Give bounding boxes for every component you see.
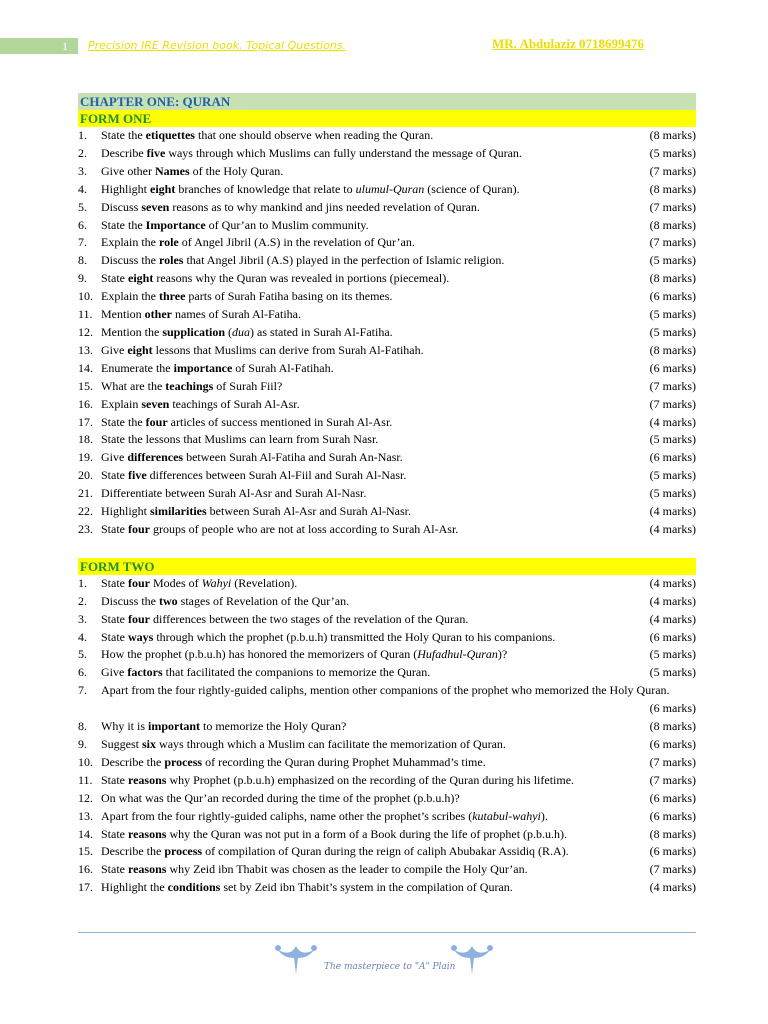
- question-item: [78, 521, 696, 539]
- question-marks: (6 marks): [649, 808, 696, 823]
- keyword-emphasis: three: [158, 289, 186, 304]
- question-number: 19.: [78, 450, 93, 465]
- form-two-heading: FORM TWO: [78, 558, 696, 575]
- question-item: [78, 431, 696, 449]
- question-number: 17.: [78, 414, 93, 429]
- keyword-emphasis: five: [128, 468, 147, 483]
- question-item: [78, 467, 696, 485]
- question-marks: (4 marks): [649, 880, 696, 895]
- question-number: 1.: [78, 575, 87, 590]
- page-header: [0, 38, 768, 54]
- question-item: [78, 288, 696, 306]
- question-number: 2.: [78, 593, 87, 608]
- question-item: [78, 485, 696, 503]
- question-number: 17.: [78, 880, 93, 895]
- question-text-run: Discuss: [101, 199, 142, 214]
- question-text-run: State: [101, 271, 128, 286]
- question-number: 4.: [78, 181, 87, 196]
- question-text-run: parts of Surah Fatiha basing on its themes.: [185, 289, 393, 304]
- question-number: 1.: [78, 128, 87, 142]
- question-text-run: )?: [497, 647, 508, 662]
- question-text-run: through which the prophet (p.b.u.h) transmitted the Holy Quran to his companions.: [153, 629, 556, 644]
- question-item: [78, 664, 696, 682]
- question-text-run: State: [101, 629, 128, 644]
- question-item: [78, 629, 696, 647]
- question-text: [78, 826, 696, 844]
- question-text: [78, 127, 696, 145]
- question-number: 4.: [78, 629, 87, 644]
- question-item: [78, 127, 696, 145]
- keyword-emphasis: reasons: [128, 826, 167, 841]
- question-number: 22.: [78, 504, 93, 519]
- question-text-run: On what was the Qur’an recorded during the time of the prophet (p.b.u.h)?: [101, 790, 460, 805]
- question-item: [78, 593, 696, 611]
- question-text-run: State: [101, 826, 128, 841]
- question-item: [78, 199, 696, 217]
- question-text-run: ways through which Muslims can fully understand the message of Quran.: [165, 145, 522, 160]
- question-item: [78, 378, 696, 396]
- question-marks: (4 marks): [649, 504, 696, 519]
- question-number: 3.: [78, 611, 87, 626]
- question-text-run: reasons as to why mankind and jins needed revelation of Quran.: [169, 199, 480, 214]
- question-number: 21.: [78, 486, 93, 501]
- question-text-run: Highlight the: [101, 880, 168, 895]
- question-marks: (6 marks): [649, 736, 696, 751]
- question-marks: (6 marks): [649, 701, 696, 716]
- question-text-run: ways through which a Muslim can facilitate the memorization of Quran.: [156, 736, 506, 751]
- keyword-emphasis: two: [159, 593, 178, 608]
- question-marks: (7 marks): [649, 199, 696, 214]
- header-author: MR. Abdulaziz 0718699476: [492, 36, 645, 51]
- keyword-emphasis: eight: [127, 342, 153, 357]
- question-marks: (5 marks): [649, 253, 696, 268]
- question-text-run: names of Surah Al-Fatiha.: [172, 307, 301, 322]
- question-text-run: Explain: [101, 396, 142, 411]
- question-item: [78, 736, 696, 754]
- keyword-emphasis: four: [128, 521, 150, 536]
- question-marks: (6 marks): [649, 360, 696, 375]
- question-text: [78, 754, 696, 772]
- question-text: [78, 306, 696, 324]
- question-number: 11.: [78, 772, 93, 787]
- question-item: [78, 145, 696, 163]
- form-two-question-list: [78, 575, 696, 897]
- question-text-run: Highlight: [101, 181, 151, 196]
- question-text: [78, 861, 696, 879]
- question-item: [78, 682, 696, 718]
- question-marks: (6 marks): [649, 790, 696, 805]
- keyword-emphasis: supplication: [162, 324, 226, 339]
- question-number: 6.: [78, 665, 87, 680]
- question-number: 14.: [78, 826, 93, 841]
- form-one-question-list: [78, 127, 696, 539]
- question-text-run: Describe the: [101, 844, 165, 859]
- question-text-run: of Angel Jibril (A.S) in the revelation of Qur’an.: [178, 235, 415, 250]
- question-text-run: of Surah Al-Fatihah.: [232, 360, 334, 375]
- question-number: 18.: [78, 432, 93, 447]
- question-marks: (8 marks): [649, 181, 696, 196]
- question-text: [78, 288, 696, 306]
- footer-tagline: The masterpiece to "A" Plain: [324, 962, 456, 972]
- question-text: [78, 181, 696, 199]
- question-text-run: Discuss the: [101, 593, 159, 608]
- question-number: 6.: [78, 217, 87, 232]
- question-text: [78, 396, 696, 414]
- question-text-run: Mention: [101, 307, 145, 322]
- question-text-run: of recording the Quran during Prophet Muhammad’s time.: [202, 754, 486, 769]
- fleur-ornament-icon: [272, 940, 320, 976]
- question-marks: (8 marks): [649, 826, 696, 841]
- question-number: 7.: [78, 683, 87, 698]
- question-text: [78, 360, 696, 378]
- question-item: [78, 772, 696, 790]
- question-text-run: What are the: [101, 378, 166, 393]
- question-text-run: Give other: [101, 163, 155, 178]
- question-number: 11.: [78, 307, 93, 322]
- question-text-run: Describe: [101, 145, 147, 160]
- keyword-emphasis: other: [144, 307, 172, 322]
- question-text-run: of Qur’an to Muslim community.: [205, 217, 369, 232]
- question-text-run: to memorize the Holy Quran?: [200, 719, 347, 734]
- question-text: [78, 485, 696, 503]
- question-text: [78, 252, 696, 270]
- question-marks: (5 marks): [649, 468, 696, 483]
- question-number: 15.: [78, 844, 93, 859]
- question-text: [78, 414, 696, 432]
- question-number: 7.: [78, 235, 87, 250]
- page-number: 1: [62, 39, 68, 53]
- question-text-run: ) as stated in Surah Al-Fatiha.: [250, 324, 393, 339]
- question-marks: (8 marks): [649, 719, 696, 734]
- question-number: 13.: [78, 808, 93, 823]
- question-marks: (7 marks): [649, 862, 696, 877]
- question-text-run: between Surah Al-Asr and Surah Al-Nasr.: [206, 504, 411, 519]
- keyword-emphasis: etiquettes: [145, 128, 195, 142]
- question-text: [78, 217, 696, 235]
- question-number: 16.: [78, 862, 93, 877]
- question-item: [78, 342, 696, 360]
- question-item: [78, 252, 696, 270]
- question-text-run: reasons why the Quran was revealed in portions (piecemeal).: [153, 271, 450, 286]
- question-marks: (7 marks): [649, 772, 696, 787]
- question-text: [78, 521, 696, 539]
- question-text-run: Highlight: [101, 504, 151, 519]
- question-text: [78, 467, 696, 485]
- keyword-emphasis: reasons: [128, 862, 167, 877]
- question-item: [78, 449, 696, 467]
- question-text-run: Give: [101, 665, 128, 680]
- question-text-run: why Zeid ibn Thabit was chosen as the leader to compile the Holy Qur’an.: [166, 862, 528, 877]
- question-text: [78, 718, 696, 736]
- question-item: [78, 843, 696, 861]
- question-text-run: State: [101, 521, 128, 536]
- keyword-emphasis: ways: [128, 629, 154, 644]
- question-text-run: Suggest: [101, 736, 143, 751]
- question-text-run: that facilitated the companions to memorize the Quran.: [162, 665, 431, 680]
- question-item: [78, 718, 696, 736]
- question-text: [78, 682, 696, 700]
- question-text: [78, 270, 696, 288]
- question-text-run: lessons that Muslims can derive from Surah Al-Fatihah.: [152, 342, 424, 357]
- question-text-run: stages of Revelation of the Qur’an.: [177, 593, 350, 608]
- question-text-run: why Prophet (p.b.u.h) emphasized on the recording of the Quran during his lifetime.: [166, 772, 575, 787]
- keyword-emphasis: conditions: [167, 880, 221, 895]
- question-marks: (7 marks): [649, 163, 696, 178]
- question-number: 5.: [78, 199, 87, 214]
- keyword-emphasis: Importance: [145, 217, 206, 232]
- question-text: [78, 664, 696, 682]
- question-text-run: Explain the: [101, 289, 159, 304]
- question-item: [78, 360, 696, 378]
- question-item: [78, 879, 696, 897]
- question-text: [78, 199, 696, 217]
- question-text-run: State the: [101, 217, 146, 232]
- question-number: 12.: [78, 324, 93, 339]
- keyword-emphasis: factors: [127, 665, 163, 680]
- question-text: [78, 503, 696, 521]
- keyword-emphasis: four: [128, 611, 150, 626]
- term-italic: kutabul-wahyi: [472, 808, 541, 823]
- question-number: 8.: [78, 719, 87, 734]
- question-text: [78, 378, 696, 396]
- question-item: [78, 861, 696, 879]
- question-number: 9.: [78, 271, 87, 286]
- question-text-run: why the Quran was not put in a form of a Book during the life of prophet (p.b.u.h).: [166, 826, 568, 841]
- term-italic: Hufadhul-Quran: [417, 647, 498, 662]
- question-item: [78, 790, 696, 808]
- question-item: [78, 754, 696, 772]
- question-marks: (4 marks): [649, 521, 696, 536]
- question-text-run: differences between the two stages of the revelation of the Quran.: [150, 611, 469, 626]
- form-one-heading: FORM ONE: [78, 110, 696, 127]
- keyword-emphasis: role: [158, 235, 179, 250]
- question-text-run: articles of success mentioned in Surah Al-Asr.: [167, 414, 393, 429]
- question-marks: (5 marks): [649, 145, 696, 160]
- question-marks: (4 marks): [649, 611, 696, 626]
- keyword-emphasis: four: [145, 414, 168, 429]
- question-number: 12.: [78, 790, 93, 805]
- question-text-run: State the lessons that Muslims can learn from Surah Nasr.: [101, 432, 379, 447]
- question-text-run: Discuss the: [101, 253, 159, 268]
- question-number: 5.: [78, 647, 87, 662]
- question-text: [78, 879, 696, 897]
- question-text-run: Mention the: [101, 324, 163, 339]
- question-item: [78, 163, 696, 181]
- keyword-emphasis: eight: [150, 181, 176, 196]
- question-text-run: Explain the: [101, 235, 159, 250]
- question-text: [78, 163, 696, 181]
- question-number: 3.: [78, 163, 87, 178]
- question-item: [78, 503, 696, 521]
- question-marks: (8 marks): [649, 128, 696, 142]
- question-text-run: (Revelation).: [231, 575, 298, 590]
- question-text-run: ).: [540, 808, 548, 823]
- keyword-emphasis: teachings: [165, 378, 214, 393]
- question-text-run: (: [225, 324, 233, 339]
- question-number: 16.: [78, 396, 93, 411]
- question-text-run: of compilation of Quran during the reign of caliph Abubakar Assidiq (R.A).: [202, 844, 569, 859]
- question-marks: (4 marks): [649, 575, 696, 590]
- keyword-emphasis: seven: [141, 396, 170, 411]
- question-number: 13.: [78, 342, 93, 357]
- question-marks: (6 marks): [649, 844, 696, 859]
- question-text-run: Differentiate between Surah Al-Asr and Surah Al-Nasr.: [101, 486, 367, 501]
- keyword-emphasis: differences: [127, 450, 184, 465]
- question-text: [78, 234, 696, 252]
- keyword-emphasis: four: [128, 575, 150, 590]
- question-text: [78, 449, 696, 467]
- question-marks: (6 marks): [649, 289, 696, 304]
- question-marks: (5 marks): [649, 486, 696, 501]
- question-text-run: between Surah Al-Fatiha and Surah An-Nasr.: [183, 450, 403, 465]
- question-text-run: branches of knowledge that relate to: [175, 181, 356, 196]
- question-marks: (4 marks): [649, 414, 696, 429]
- keyword-emphasis: six: [142, 736, 157, 751]
- question-text-run: How the prophet (p.b.u.h) has honored the memorizers of Quran (: [101, 647, 418, 662]
- question-text-run: State: [101, 575, 128, 590]
- question-text-run: State: [101, 611, 128, 626]
- term-italic: Wahyi: [201, 575, 232, 590]
- question-marks: (6 marks): [649, 450, 696, 465]
- question-marks: (8 marks): [649, 271, 696, 286]
- question-marks: (5 marks): [649, 432, 696, 447]
- question-marks: (7 marks): [649, 235, 696, 250]
- question-marks: (7 marks): [649, 378, 696, 393]
- question-text: [78, 611, 696, 629]
- term-italic: ulumul-Quran: [355, 181, 425, 196]
- question-item: [78, 808, 696, 826]
- keyword-emphasis: roles: [159, 253, 184, 268]
- question-text-run: Modes of: [150, 575, 202, 590]
- question-text-run: Apart from the four rightly-guided caliphs, name other the prophet’s scribes (: [101, 808, 473, 823]
- document-body: [78, 93, 696, 897]
- question-marks: (5 marks): [649, 647, 696, 662]
- keyword-emphasis: important: [148, 719, 200, 734]
- question-text-run: that one should observe when reading the Quran.: [194, 128, 434, 142]
- question-text-run: of the Holy Quran.: [189, 163, 284, 178]
- question-text: [78, 772, 696, 790]
- keyword-emphasis: seven: [141, 199, 170, 214]
- question-text: [78, 790, 696, 808]
- question-item: [78, 575, 696, 593]
- question-item: [78, 611, 696, 629]
- keyword-emphasis: Names: [154, 163, 190, 178]
- question-item: [78, 270, 696, 288]
- footer-divider: [78, 932, 696, 933]
- question-number: 14.: [78, 360, 93, 375]
- question-number: 2.: [78, 145, 87, 160]
- question-text-run: that Angel Jibril (A.S) played in the perfection of Islamic religion.: [183, 253, 505, 268]
- question-text-run: State the: [101, 414, 146, 429]
- question-text-run: Give: [101, 450, 128, 465]
- question-text-run: teachings of Surah Al-Asr.: [169, 396, 300, 411]
- question-item: [78, 826, 696, 844]
- question-item: [78, 396, 696, 414]
- question-text-run: differences between Surah Al-Fiil and Surah Al-Nasr.: [146, 468, 407, 483]
- question-number: 8.: [78, 253, 87, 268]
- header-title: Precision IRE Revision book. Topical Questions.: [88, 39, 347, 52]
- question-text: [78, 145, 696, 163]
- keyword-emphasis: process: [164, 844, 203, 859]
- question-item: [78, 646, 696, 664]
- question-text-run: groups of people who are not at loss according to Surah Al-Asr.: [150, 521, 459, 536]
- question-text-run: (science of Quran).: [424, 181, 520, 196]
- question-marks: (6 marks): [649, 629, 696, 644]
- question-text-run: State: [101, 468, 128, 483]
- question-marks: (4 marks): [649, 593, 696, 608]
- question-text: [78, 324, 696, 342]
- chapter-title: CHAPTER ONE: QURAN: [78, 93, 696, 110]
- question-text: [78, 342, 696, 360]
- question-text-run: State the: [101, 128, 146, 142]
- question-text-run: Give: [101, 342, 128, 357]
- question-text-run: Apart from the four rightly-guided caliphs, mention other companions of the prophet who memorized the Holy Quran.: [101, 683, 670, 698]
- section-gap: [78, 539, 696, 558]
- question-number: 23.: [78, 521, 93, 536]
- question-item: [78, 181, 696, 199]
- question-text: [78, 736, 696, 754]
- question-marks: (8 marks): [649, 342, 696, 357]
- question-marks: (8 marks): [649, 217, 696, 232]
- question-item: [78, 217, 696, 235]
- question-marks: (5 marks): [649, 665, 696, 680]
- question-marks: (7 marks): [649, 754, 696, 769]
- question-item: [78, 414, 696, 432]
- keyword-emphasis: process: [164, 754, 203, 769]
- question-marks: (5 marks): [649, 324, 696, 339]
- question-text: [78, 843, 696, 861]
- question-text: [78, 593, 696, 611]
- question-item: [78, 234, 696, 252]
- question-item: [78, 324, 696, 342]
- keyword-emphasis: similarities: [150, 504, 207, 519]
- question-text-run: Why it is: [101, 719, 148, 734]
- question-text-run: Describe the: [101, 754, 165, 769]
- question-number: 20.: [78, 468, 93, 483]
- keyword-emphasis: five: [146, 145, 166, 160]
- keyword-emphasis: reasons: [128, 772, 167, 787]
- term-italic: dua: [232, 324, 251, 339]
- question-text-run: State: [101, 772, 128, 787]
- question-marks: (7 marks): [649, 396, 696, 411]
- question-number: 10.: [78, 289, 93, 304]
- keyword-emphasis: eight: [128, 271, 154, 286]
- question-text: [78, 575, 696, 593]
- question-text-run: of Surah Fiil?: [213, 378, 283, 393]
- question-text: [78, 629, 696, 647]
- question-text-run: set by Zeid ibn Thabit’s system in the compilation of Quran.: [220, 880, 513, 895]
- question-item: [78, 306, 696, 324]
- question-marks: (5 marks): [649, 307, 696, 322]
- question-number: 10.: [78, 754, 93, 769]
- question-number: 15.: [78, 378, 93, 393]
- question-text: [78, 646, 696, 664]
- question-text: [78, 431, 696, 449]
- question-number: 9.: [78, 736, 87, 751]
- keyword-emphasis: importance: [173, 360, 233, 375]
- question-text-run: State: [101, 862, 128, 877]
- question-text-run: Enumerate the: [101, 360, 174, 375]
- question-text: [78, 808, 696, 826]
